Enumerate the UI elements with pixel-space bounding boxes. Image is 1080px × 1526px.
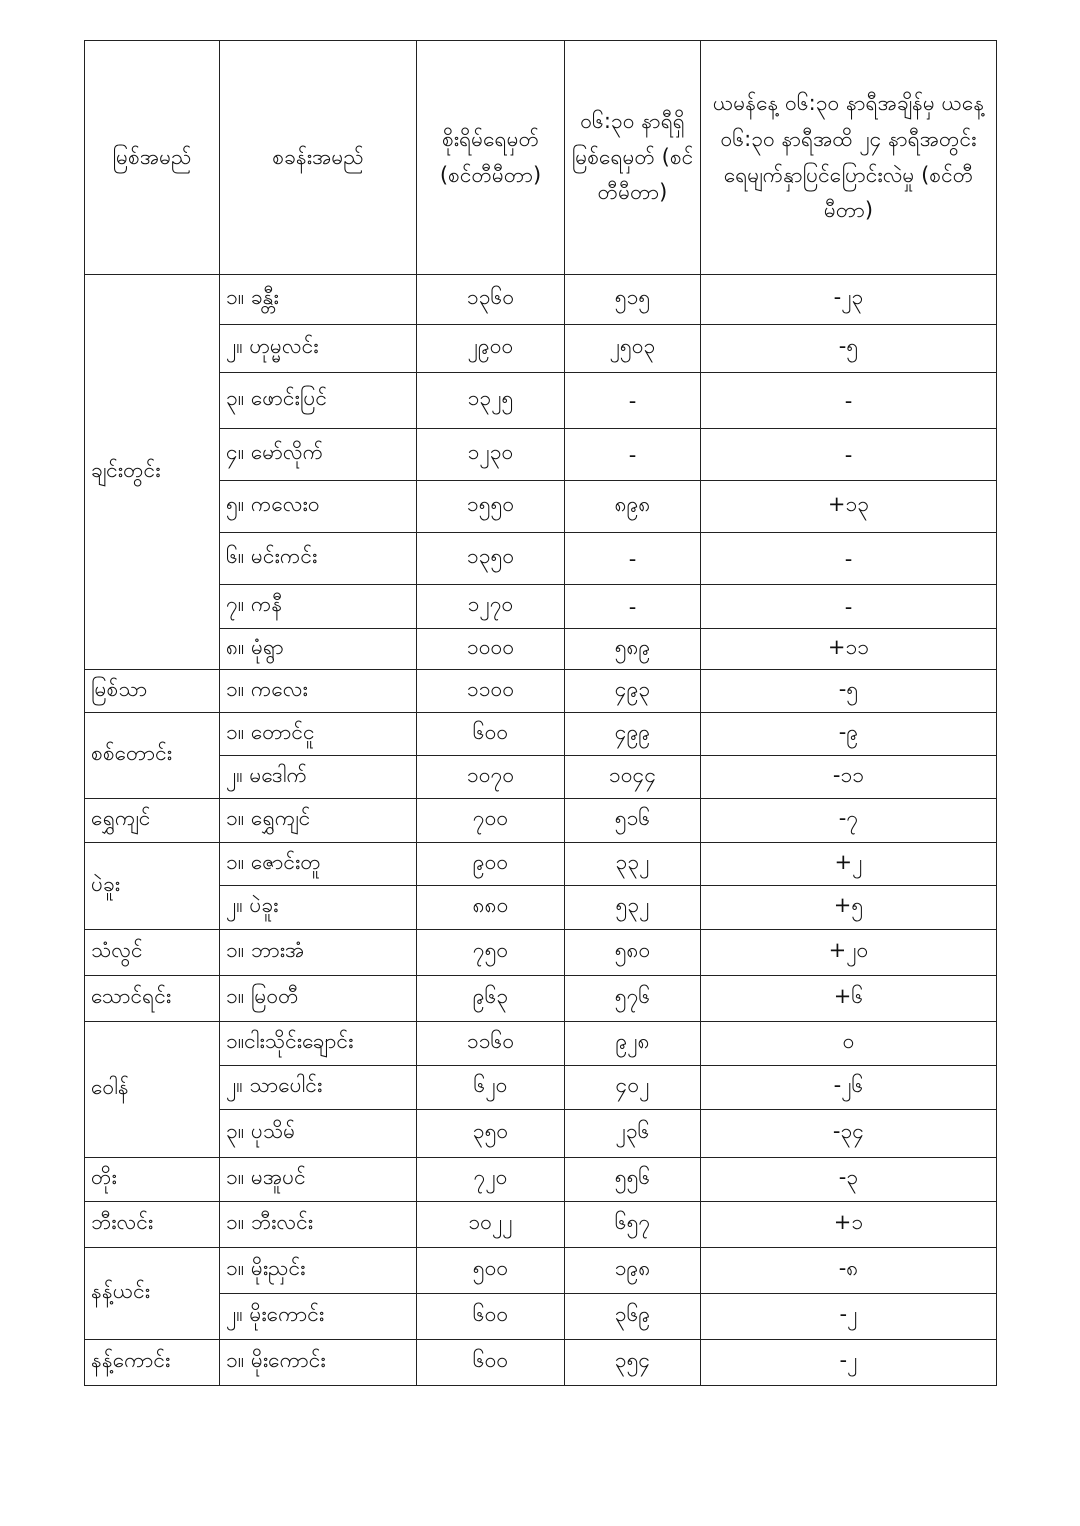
table-row bbox=[85, 756, 997, 799]
danger-level: ၁၂၇၀ bbox=[417, 585, 565, 629]
danger-level: ၁၅၅၀ bbox=[417, 481, 565, 533]
table-row bbox=[85, 1202, 997, 1248]
level-change: -၂ bbox=[701, 1340, 997, 1386]
station-name: ၂။ မိုးကောင်း bbox=[220, 1294, 417, 1340]
danger-level: ၁၀၂၂ bbox=[417, 1202, 565, 1248]
station-name: ၁။ ခန္တီး bbox=[220, 275, 417, 325]
level-change: +၁၁ bbox=[701, 629, 997, 670]
river-gauge-table bbox=[84, 40, 997, 1386]
station-name: ၃။ ဖောင်းပြင် bbox=[220, 373, 417, 429]
level-change: -၂၃ bbox=[701, 275, 997, 325]
river-name: နန့်ယင်း bbox=[85, 1248, 220, 1340]
level-change: -၁၁ bbox=[701, 756, 997, 799]
table-row bbox=[85, 1158, 997, 1202]
water-level: ၅၁၅ bbox=[565, 275, 701, 325]
danger-level: ၁၀၀၀ bbox=[417, 629, 565, 670]
danger-level: ၆၀၀ bbox=[417, 713, 565, 756]
water-level: ၃၅၄ bbox=[565, 1340, 701, 1386]
table-row bbox=[85, 481, 997, 533]
water-level: ၂၃၆ bbox=[565, 1110, 701, 1158]
water-level: ၃၆၉ bbox=[565, 1294, 701, 1340]
header-row bbox=[85, 41, 997, 275]
station-name: ၈။ မုံရွာ bbox=[220, 629, 417, 670]
water-level: ၄၀၂ bbox=[565, 1066, 701, 1110]
station-name: ၁။ တောင်ငူ bbox=[220, 713, 417, 756]
station-name: ၂။ မဒေါက် bbox=[220, 756, 417, 799]
level-change: +၅ bbox=[701, 886, 997, 930]
level-change: -၃၄ bbox=[701, 1110, 997, 1158]
table-row bbox=[85, 275, 997, 325]
danger-level: ၆၀၀ bbox=[417, 1294, 565, 1340]
danger-level: ၃၅၀ bbox=[417, 1110, 565, 1158]
danger-level: ၉၀၀ bbox=[417, 843, 565, 886]
station-name: ၁။ ရွှေကျင် bbox=[220, 799, 417, 843]
danger-level: ၅၀၀ bbox=[417, 1248, 565, 1294]
station-name: ၅။ ကလေးဝ bbox=[220, 481, 417, 533]
river-name: သောင်ရင်း bbox=[85, 976, 220, 1022]
table-row bbox=[85, 1066, 997, 1110]
water-level: ၃၃၂ bbox=[565, 843, 701, 886]
table-row bbox=[85, 1294, 997, 1340]
river-name: ပဲခူး bbox=[85, 843, 220, 930]
water-level: ၅၅၆ bbox=[565, 1158, 701, 1202]
river-name: ဘီးလင်း bbox=[85, 1202, 220, 1248]
level-change: +၂ bbox=[701, 843, 997, 886]
river-name: တိုး bbox=[85, 1158, 220, 1202]
level-change: - bbox=[701, 429, 997, 481]
table-row bbox=[85, 886, 997, 930]
table-row bbox=[85, 976, 997, 1022]
danger-level: ၇၂၀ bbox=[417, 1158, 565, 1202]
water-level: ၆၅၇ bbox=[565, 1202, 701, 1248]
level-change: +၁၃ bbox=[701, 481, 997, 533]
table-row bbox=[85, 373, 997, 429]
station-name: ၄။ မော်လိုက် bbox=[220, 429, 417, 481]
water-level: ၄၉၉ bbox=[565, 713, 701, 756]
river-name: ရွှေကျင် bbox=[85, 799, 220, 843]
water-level: - bbox=[565, 585, 701, 629]
level-change: -၅ bbox=[701, 325, 997, 373]
station-name: ၁။ငါးသိုင်းချောင်း bbox=[220, 1022, 417, 1066]
danger-level: ၆၀၀ bbox=[417, 1340, 565, 1386]
danger-level: ၁၃၆၀ bbox=[417, 275, 565, 325]
station-name: ၂။ ပဲခူး bbox=[220, 886, 417, 930]
danger-level: ၁၃၂၅ bbox=[417, 373, 565, 429]
station-name: ၁။ မအူပင် bbox=[220, 1158, 417, 1202]
station-name: ၇။ ကနီ bbox=[220, 585, 417, 629]
water-level: ၅၃၂ bbox=[565, 886, 701, 930]
header-level-change: ယမန်နေ့ ၀၆:၃၀ နာရီအချိန်မှ ယနေ့ ၀၆:၃၀ နာရီအထိ ၂၄ နာရီအတွင်း ရေမျက်နှာပြင်ပြောင်းလဲမှု (စင်တီမီတာ) bbox=[701, 41, 997, 275]
table-row bbox=[85, 843, 997, 886]
level-change: - bbox=[701, 373, 997, 429]
water-level: ၅၈၀ bbox=[565, 930, 701, 976]
river-name: သံလွင် bbox=[85, 930, 220, 976]
danger-level: ၁၁၆၀ bbox=[417, 1022, 565, 1066]
water-level: ၅၇၆ bbox=[565, 976, 701, 1022]
water-level: - bbox=[565, 429, 701, 481]
station-name: ၁။ ဇောင်းတူ bbox=[220, 843, 417, 886]
header-station: စခန်းအမည် bbox=[220, 41, 417, 275]
danger-level: ၇၅၀ bbox=[417, 930, 565, 976]
level-change: -၅ bbox=[701, 670, 997, 713]
station-name: ၁။ ကလေး bbox=[220, 670, 417, 713]
level-change: -၇ bbox=[701, 799, 997, 843]
station-name: ၂။ သာပေါင်း bbox=[220, 1066, 417, 1110]
station-name: ၁။ မိုးကောင်း bbox=[220, 1340, 417, 1386]
station-name: ၂။ ဟုမ္မလင်း bbox=[220, 325, 417, 373]
water-level: ၅၈၉ bbox=[565, 629, 701, 670]
danger-level: ၈၈၀ bbox=[417, 886, 565, 930]
water-level: ၁၀၄၄ bbox=[565, 756, 701, 799]
level-change: +၆ bbox=[701, 976, 997, 1022]
table-row bbox=[85, 930, 997, 976]
level-change: - bbox=[701, 533, 997, 585]
water-level: ၈၉၈ bbox=[565, 481, 701, 533]
header-water-level: ၀၆:၃၀ နာရီရှိ မြစ်ရေမှတ် (စင်တီမီတာ) bbox=[565, 41, 701, 275]
river-name: မြစ်သာ bbox=[85, 670, 220, 713]
water-level: ၄၉၃ bbox=[565, 670, 701, 713]
danger-level: ၆၂၀ bbox=[417, 1066, 565, 1110]
level-change: -၈ bbox=[701, 1248, 997, 1294]
table-row bbox=[85, 713, 997, 756]
river-name: စစ်တောင်း bbox=[85, 713, 220, 799]
level-change: +၁ bbox=[701, 1202, 997, 1248]
station-name: ၃။ ပုသိမ် bbox=[220, 1110, 417, 1158]
table-row bbox=[85, 670, 997, 713]
level-change: ၀ bbox=[701, 1022, 997, 1066]
table-row bbox=[85, 429, 997, 481]
water-level: - bbox=[565, 533, 701, 585]
river-name: နန့်ကောင်း bbox=[85, 1340, 220, 1386]
water-level: ၂၅၀၃ bbox=[565, 325, 701, 373]
table-row bbox=[85, 585, 997, 629]
level-change: -၂ bbox=[701, 1294, 997, 1340]
table-row bbox=[85, 1110, 997, 1158]
table-body bbox=[85, 275, 997, 1386]
danger-level: ၁၁၀၀ bbox=[417, 670, 565, 713]
danger-level: ၉၆၃ bbox=[417, 976, 565, 1022]
water-level: - bbox=[565, 373, 701, 429]
station-name: ၆။ မင်းကင်း bbox=[220, 533, 417, 585]
station-name: ၁။ မိုးညှင်း bbox=[220, 1248, 417, 1294]
level-change: -၂၆ bbox=[701, 1066, 997, 1110]
header-river: မြစ်အမည် bbox=[85, 41, 220, 275]
danger-level: ၂၉၀၀ bbox=[417, 325, 565, 373]
danger-level: ၁၂၃၀ bbox=[417, 429, 565, 481]
level-change: -၃ bbox=[701, 1158, 997, 1202]
header-danger-level: စိုးရိမ်ရေမှတ် (စင်တီမီတာ) bbox=[417, 41, 565, 275]
table-row bbox=[85, 1022, 997, 1066]
river-name: ချင်းတွင်း bbox=[85, 275, 220, 670]
table-row bbox=[85, 799, 997, 843]
danger-level: ၁၀၇၀ bbox=[417, 756, 565, 799]
station-name: ၁။ မြဝတီ bbox=[220, 976, 417, 1022]
table-row bbox=[85, 533, 997, 585]
danger-level: ၁၃၅၀ bbox=[417, 533, 565, 585]
table-row bbox=[85, 629, 997, 670]
station-name: ၁။ ဘီးလင်း bbox=[220, 1202, 417, 1248]
river-name: ဝေါန် bbox=[85, 1022, 220, 1158]
level-change: - bbox=[701, 585, 997, 629]
table-row bbox=[85, 325, 997, 373]
water-level: ၅၁၆ bbox=[565, 799, 701, 843]
danger-level: ၇၀၀ bbox=[417, 799, 565, 843]
level-change: +၂၀ bbox=[701, 930, 997, 976]
level-change: -၉ bbox=[701, 713, 997, 756]
water-level: ၁၉၈ bbox=[565, 1248, 701, 1294]
station-name: ၁။ ဘားအံ bbox=[220, 930, 417, 976]
table-row bbox=[85, 1248, 997, 1294]
water-level: ၉၂၈ bbox=[565, 1022, 701, 1066]
table-row bbox=[85, 1340, 997, 1386]
